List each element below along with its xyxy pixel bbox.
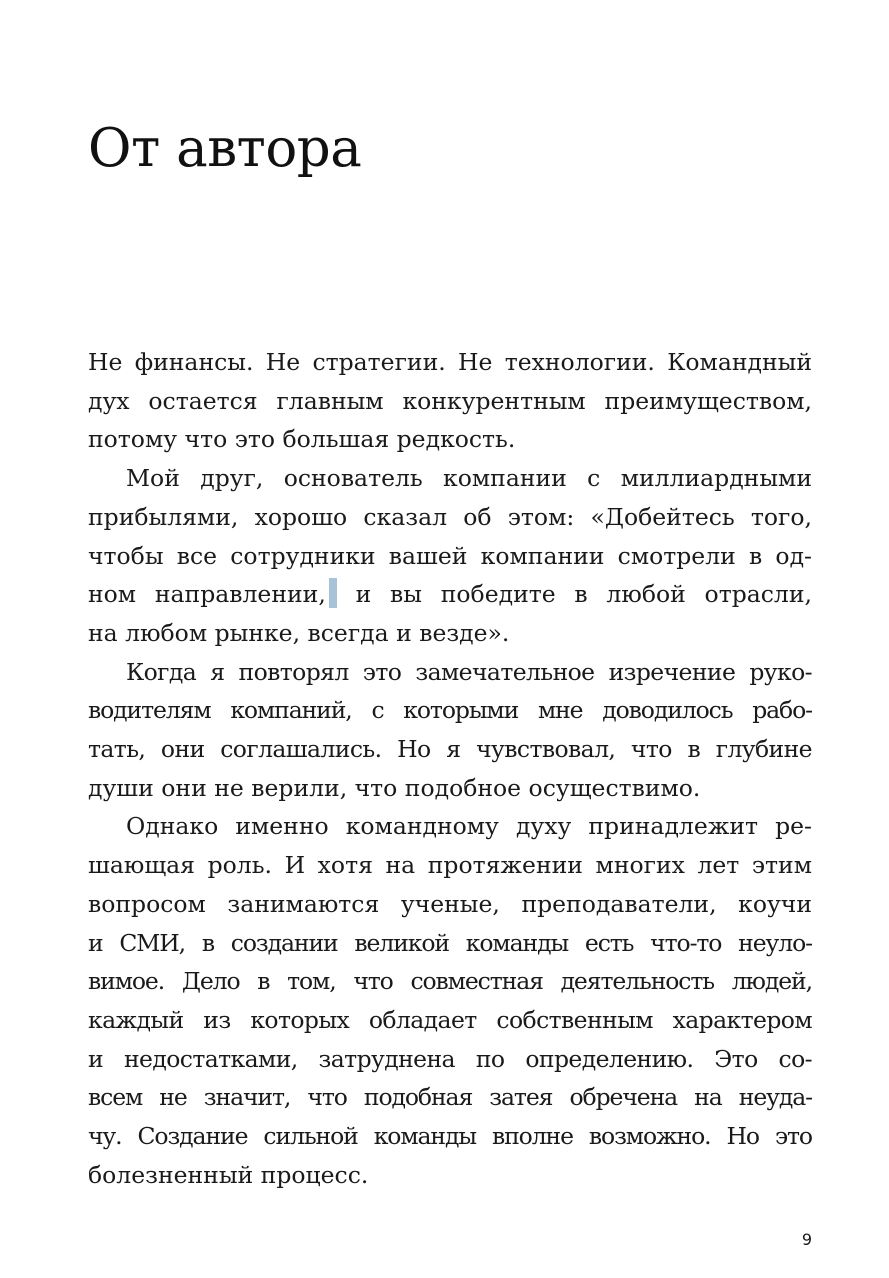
- text-line: каждый из которых обладает собственным характером: [88, 1005, 812, 1034]
- text-line: потому что это большая редкость.: [88, 425, 516, 454]
- page-number: 9: [801, 1230, 812, 1249]
- text-line: тать, они соглашались. Но я чувствовал, что в глубине: [88, 735, 812, 764]
- text-line: прибылями, хорошо сказал об этом: «Добейтесь того,: [88, 502, 812, 531]
- text-line: водителям компаний, с которыми мне доводилось рабо-: [88, 696, 812, 725]
- text-line: и недостатками, затруднена по определению. Это со-: [88, 1044, 812, 1073]
- chapter-title: От автора: [88, 118, 362, 179]
- text-line: Когда я повторял это замечательное изречение руко-: [126, 657, 812, 686]
- text-line: шающая роль. И хотя на протяжении многих лет этим: [88, 851, 812, 880]
- text-line: чу. Создание сильной команды вполне возможно. Но это: [88, 1122, 812, 1151]
- text-line: и СМИ, в создании великой команды есть что-то неуло-: [88, 928, 812, 957]
- text-line: вимое. Дело в том, что совместная деятельность людей,: [88, 967, 812, 996]
- text-line: Не финансы. Не стратегии. Не технологии. Командный: [88, 348, 812, 376]
- text-line: Мой друг, основатель компании с миллиардными: [126, 464, 812, 493]
- paragraph-3: [88, 653, 812, 808]
- text-fragment: ном направлении,: [88, 580, 326, 609]
- text-line-with-cursor: [88, 575, 812, 614]
- text-line: Однако именно командному духу принадлежит ре-: [126, 812, 812, 841]
- text-fragment: и вы победите в любой отрасли,: [355, 580, 812, 609]
- text-line: чтобы все сотрудники вашей компании смотрели в од-: [88, 541, 812, 570]
- paragraph-1: [88, 343, 812, 459]
- paragraph-4: [88, 807, 812, 1194]
- text-line: на любом рынке, всегда и везде».: [88, 618, 510, 647]
- text-line: вопросом занимаются ученые, преподаватели, коучи: [88, 889, 812, 918]
- text-cursor: [329, 578, 337, 608]
- text-line: души они не верили, что подобное осуществимо.: [88, 773, 701, 802]
- text-line: дух остается главным конкурентным преимуществом,: [88, 386, 812, 415]
- text-line: всем не значит, что подобная затея обречена на неуда-: [88, 1083, 812, 1112]
- text-line: болезненный процесс.: [88, 1160, 369, 1189]
- paragraph-2: [88, 459, 812, 653]
- body-text: [88, 343, 812, 1194]
